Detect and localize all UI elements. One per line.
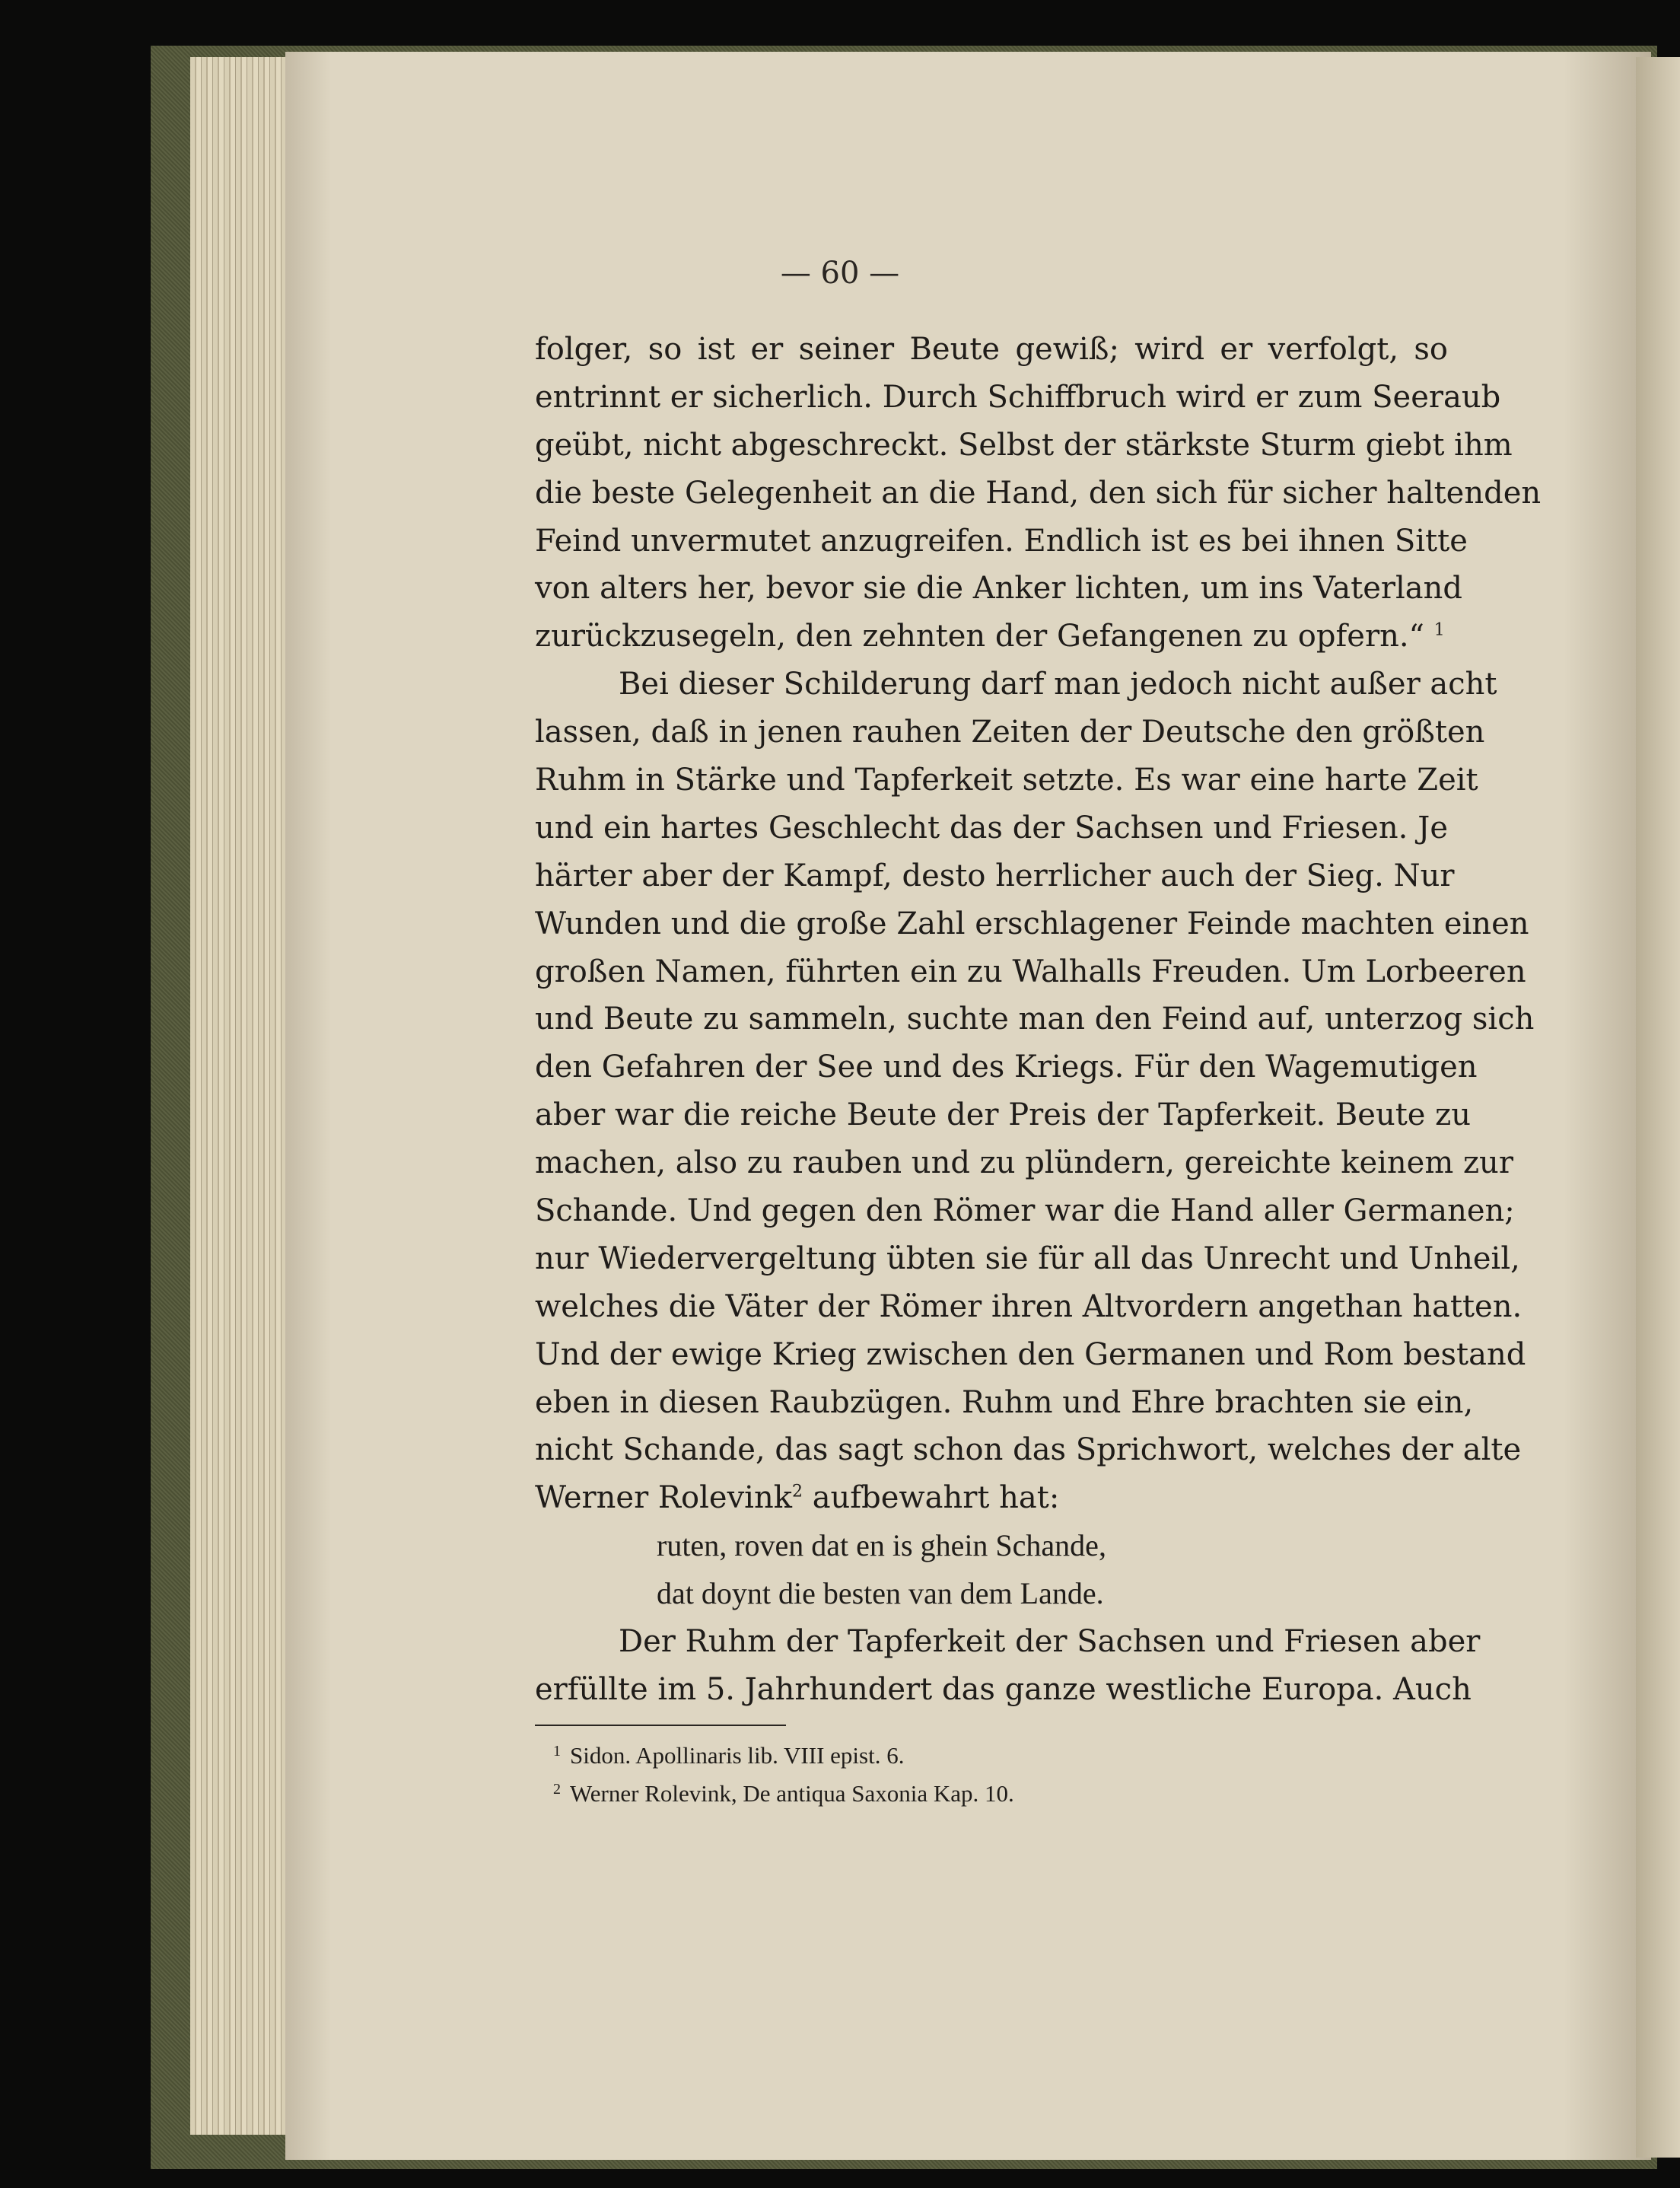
text-line: den Gefahren der See und des Kriegs. Für den Wagemutigen [535, 1049, 1478, 1085]
page-edges [190, 57, 297, 2135]
text-line: und ein hartes Geschlecht das der Sachsen und Friesen. Je [535, 810, 1448, 846]
verse-line: ruten, roven dat en is ghein Schande, [657, 1528, 1106, 1563]
text-line [535, 1474, 1448, 1522]
text-line: großen Namen, führten ein zu Walhalls Freuden. Um Lorbeeren [535, 954, 1526, 989]
text-line: erfüllte im 5. Jahrhundert das ganze westliche Europa. Auch [535, 1671, 1472, 1707]
text-line: und Beute zu sammeln, suchte man den Feind auf, unterzog sich [535, 1002, 1535, 1037]
text-line-content: Werner Rolevink [535, 1480, 792, 1516]
verse-line: dat doynt die besten van dem Lande. [657, 1576, 1104, 1611]
text-line: machen, also zu rauben und zu plündern, gereichte keinem zur [535, 1145, 1513, 1181]
text-line: Wunden und die große Zahl erschlagener Feinde machten einen [535, 906, 1529, 941]
text-line [535, 613, 1448, 661]
text-line: Ruhm in Stärke und Tapferkeit setzte. Es war eine harte Zeit [535, 763, 1478, 798]
text-line: Schande. Und gegen den Römer war die Hand aller Germanen; [535, 1193, 1515, 1229]
text-line: Und der ewige Krieg zwischen den Germanen und Rom bestand [535, 1336, 1526, 1372]
footnote-text: Werner Rolevink, De antiqua Saxonia Kap. 10. [570, 1780, 1014, 1807]
body-text [535, 326, 1542, 1714]
text-line: härter aber der Kampf, desto herrlicher auch der Sieg. Nur [535, 858, 1455, 893]
facing-page-edge [1636, 57, 1680, 2158]
footnote-ref-2: 2 [791, 1483, 803, 1502]
footnote-ref-1: 1 [1433, 621, 1445, 641]
text-line: folger, so ist er seiner Beute gewiß; wird er verfolgt, so [535, 332, 1448, 367]
footnote [535, 1775, 1448, 1813]
text-line: eben in diesen Raubzügen. Ruhm und Ehre brachten sie ein, [535, 1384, 1474, 1420]
text-line: Bei dieser Schilderung darf man jedoch nicht außer acht [619, 667, 1497, 702]
footnote-rule [535, 1725, 786, 1726]
text-line: die beste Gelegenheit an die Hand, den sich für sicher haltenden [535, 475, 1542, 511]
text-line: von alters her, bevor sie die Anker lichten, um ins Vaterland [535, 571, 1463, 607]
text-line-content: zurückzusegeln, den zehnten der Gefangenen zu opfern.“ [535, 619, 1425, 654]
text-line: lassen, daß in jenen rauhen Zeiten der Deutsche den größten [535, 715, 1485, 750]
text-line: geübt, nicht abgeschreckt. Selbst der stärkste Sturm giebt ihm [535, 427, 1513, 463]
footnote [535, 1737, 1448, 1775]
footnote-text: Sidon. Apollinaris lib. VIII epist. 6. [570, 1742, 905, 1769]
page-number: — 60 — [780, 256, 900, 291]
text-line: entrinnt er sicherlich. Durch Schiffbruch wird er zum Seeraub [535, 379, 1501, 415]
text-line: Der Ruhm der Tapferkeit der Sachsen und Friesen aber [619, 1624, 1481, 1660]
text-line-content: aufbewahrt hat: [812, 1480, 1060, 1516]
footnotes [535, 1737, 1448, 1813]
text-line: welches die Väter der Römer ihren Altvordern angethan hatten. [535, 1288, 1522, 1324]
text-line: Feind unvermutet anzugreifen. Endlich ist es bei ihnen Sitte [535, 523, 1468, 559]
footnote-mark: 1 [553, 1743, 561, 1760]
text-line: aber war die reiche Beute der Preis der Tapferkeit. Beute zu [535, 1097, 1472, 1133]
text-line: nicht Schande, das sagt schon das Sprichwort, welches der alte [535, 1432, 1522, 1468]
text-line: nur Wiedervergeltung übten sie für all das Unrecht und Unheil, [535, 1241, 1520, 1276]
footnote-mark: 2 [553, 1781, 561, 1798]
